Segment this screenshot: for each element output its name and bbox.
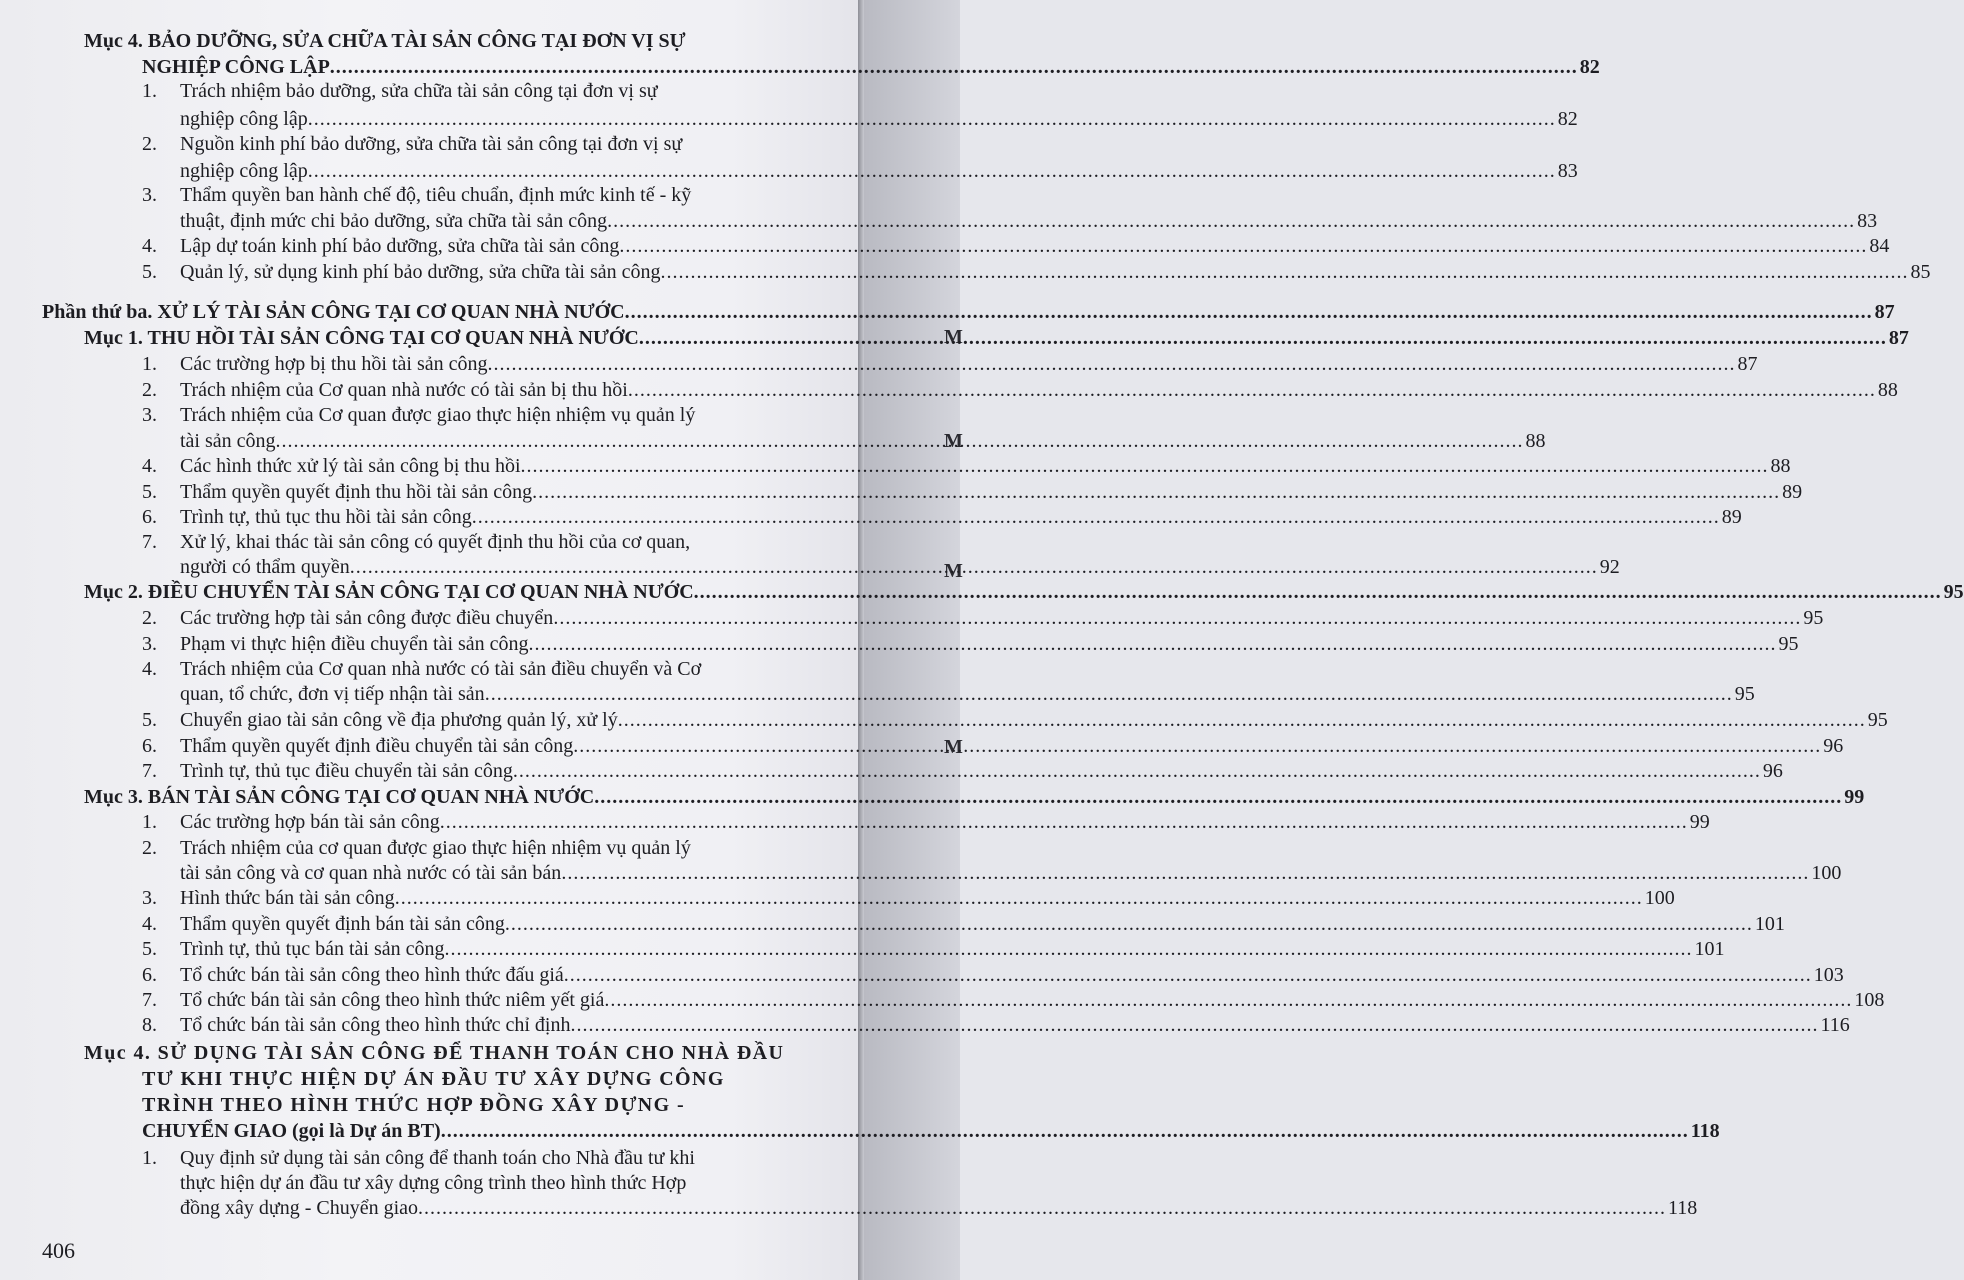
toc-section-heading: Mục 4. BẢO DƯỠNG, SỬA CHỮA TÀI SẢN CÔNG TẠI ĐƠN VỊ SỰ [84,30,686,52]
page-number: 406 [42,1238,75,1263]
toc-item[interactable]: 1. Các trường hợp bị thu hồi tài sản công ..... 87 [142,352,808,376]
toc-item: thực hiện dự án đầu tư xây dựng công trình theo hình thức Hợp [180,1172,687,1194]
toc-item[interactable]: 7. Trình tự, thủ tục điều chuyển tài sản công ..... 96 [142,759,808,783]
toc-item[interactable]: 5. Chuyển giao tài sản công về địa phương quản lý, xử lý ..... 95 [142,708,808,732]
toc-item[interactable]: 3. Phạm vi thực hiện điều chuyển tài sản công ..... 95 [142,632,808,656]
toc-item[interactable]: quan, tổ chức, đơn vị tiếp nhận tài sản ..... 95 [180,682,808,706]
toc-item[interactable]: 8. Tổ chức bán tài sản công theo hình thức chỉ định ..... 116 [142,1013,812,1037]
toc-item[interactable]: 2. Trách nhiệm của Cơ quan nhà nước có tài sản bị thu hồi ..... 88 [142,378,808,402]
toc-section-heading[interactable]: CHUYỂN GIAO (gọi là Dự án BT) ..... 118 [142,1119,816,1143]
toc-section-heading[interactable]: Mục 3. BÁN TÀI SẢN CÔNG TẠI CƠ QUAN NHÀ NƯỚC ..... 99 [84,785,808,809]
adjacent-page-letter: M [944,326,963,348]
toc-item[interactable]: nghiệp công lập ..... 82 [180,107,808,131]
toc-item[interactable]: tài sản công ..... 88 [180,429,808,453]
toc-item[interactable]: 3. Hình thức bán tài sản công ..... 100 [142,886,812,910]
toc-item[interactable]: 4. Các hình thức xử lý tài sản công bị thu hồi ..... 88 [142,454,808,478]
toc-section-heading: TRÌNH THEO HÌNH THỨC HỢP ĐỒNG XÂY DỰNG - [142,1094,686,1116]
adjacent-page-letter: M [944,560,963,582]
toc-item[interactable]: 6. Tổ chức bán tài sản công theo hình thức đấu giá ..... 103 [142,963,812,987]
toc-section-heading[interactable]: NGHIỆP CÔNG LẬP ..... 82 [142,55,808,79]
toc-item[interactable]: 7. Tổ chức bán tài sản công theo hình thức niêm yết giá ..... 108 [142,988,812,1012]
toc-item: 7. Xử lý, khai thác tài sản công có quyết định thu hồi của cơ quan, [142,531,691,553]
toc-item[interactable]: 6. Thẩm quyền quyết định điều chuyển tài sản công ..... 96 [142,734,808,758]
toc-item: 2. Trách nhiệm của cơ quan được giao thực hiện nhiệm vụ quản lý [142,837,691,859]
toc-item[interactable]: 1. Các trường hợp bán tài sản công ..... 99 [142,810,808,834]
adjacent-page-letter: M [944,736,963,758]
toc-item[interactable]: 4. Thẩm quyền quyết định bán tài sản công ..... 101 [142,912,812,936]
toc-item[interactable]: 6. Trình tự, thủ tục thu hồi tài sản công ..... 89 [142,505,808,529]
toc-item[interactable]: tài sản công và cơ quan nhà nước có tài sản bán ..... 100 [180,861,812,885]
toc-item[interactable]: 2. Các trường hợp tài sản công được điều chuyển ..... 95 [142,606,808,630]
toc-item: 1. Trách nhiệm bảo dưỡng, sửa chữa tài sản công tại đơn vị sự [142,80,658,102]
toc-part-heading[interactable]: Phần thứ ba. XỬ LÝ TÀI SẢN CÔNG TẠI CƠ QUAN NHÀ NƯỚC ..... 87 [42,300,808,324]
toc-item[interactable]: 4. Lập dự toán kinh phí bảo dưỡng, sửa chữa tài sản công ..... 84 [142,234,808,258]
toc-item[interactable]: đồng xây dựng - Chuyển giao ..... 118 [180,1196,816,1220]
toc-section-heading: TƯ KHI THỰC HIỆN DỰ ÁN ĐẦU TƯ XÂY DỰNG CÔNG [142,1068,725,1090]
toc-item[interactable]: thuật, định mức chi bảo dưỡng, sửa chữa tài sản công ..... 83 [180,209,808,233]
toc-item: 2. Nguồn kinh phí bảo dưỡng, sửa chữa tài sản công tại đơn vị sự [142,133,683,155]
toc-item: 3. Thẩm quyền ban hành chế độ, tiêu chuẩn, định mức kinh tế - kỹ [142,184,692,206]
adjacent-page-letter: M [944,430,963,452]
toc-item: 1. Quy định sử dụng tài sản công để thanh toán cho Nhà đầu tư khi [142,1147,695,1169]
toc-section-heading[interactable]: Mục 2. ĐIỀU CHUYỂN TÀI SẢN CÔNG TẠI CƠ QUAN NHÀ NƯỚC ..... 95 [84,580,808,604]
toc-item[interactable]: 5. Trình tự, thủ tục bán tài sản công ..... 101 [142,937,812,961]
toc-item[interactable]: 5. Quản lý, sử dụng kinh phí bảo dưỡng, sửa chữa tài sản công ..... 85 [142,260,808,284]
toc-item[interactable]: nghiệp công lập ..... 83 [180,159,808,183]
toc-section-heading: Mục 4. SỬ DỤNG TÀI SẢN CÔNG ĐỂ THANH TOÁN CHO NHÀ ĐẦU [84,1042,785,1064]
toc-section-heading[interactable]: Mục 1. THU HỒI TÀI SẢN CÔNG TẠI CƠ QUAN NHÀ NƯỚC ..... 87 [84,326,808,350]
toc-item[interactable]: 5. Thẩm quyền quyết định thu hồi tài sản công ..... 89 [142,480,808,504]
toc-item: 3. Trách nhiệm của Cơ quan được giao thực hiện nhiệm vụ quản lý [142,404,696,426]
toc-item[interactable]: người có thẩm quyền ..... 92 [180,555,808,579]
toc-item: 4. Trách nhiệm của Cơ quan nhà nước có tài sản điều chuyển và Cơ [142,658,702,680]
